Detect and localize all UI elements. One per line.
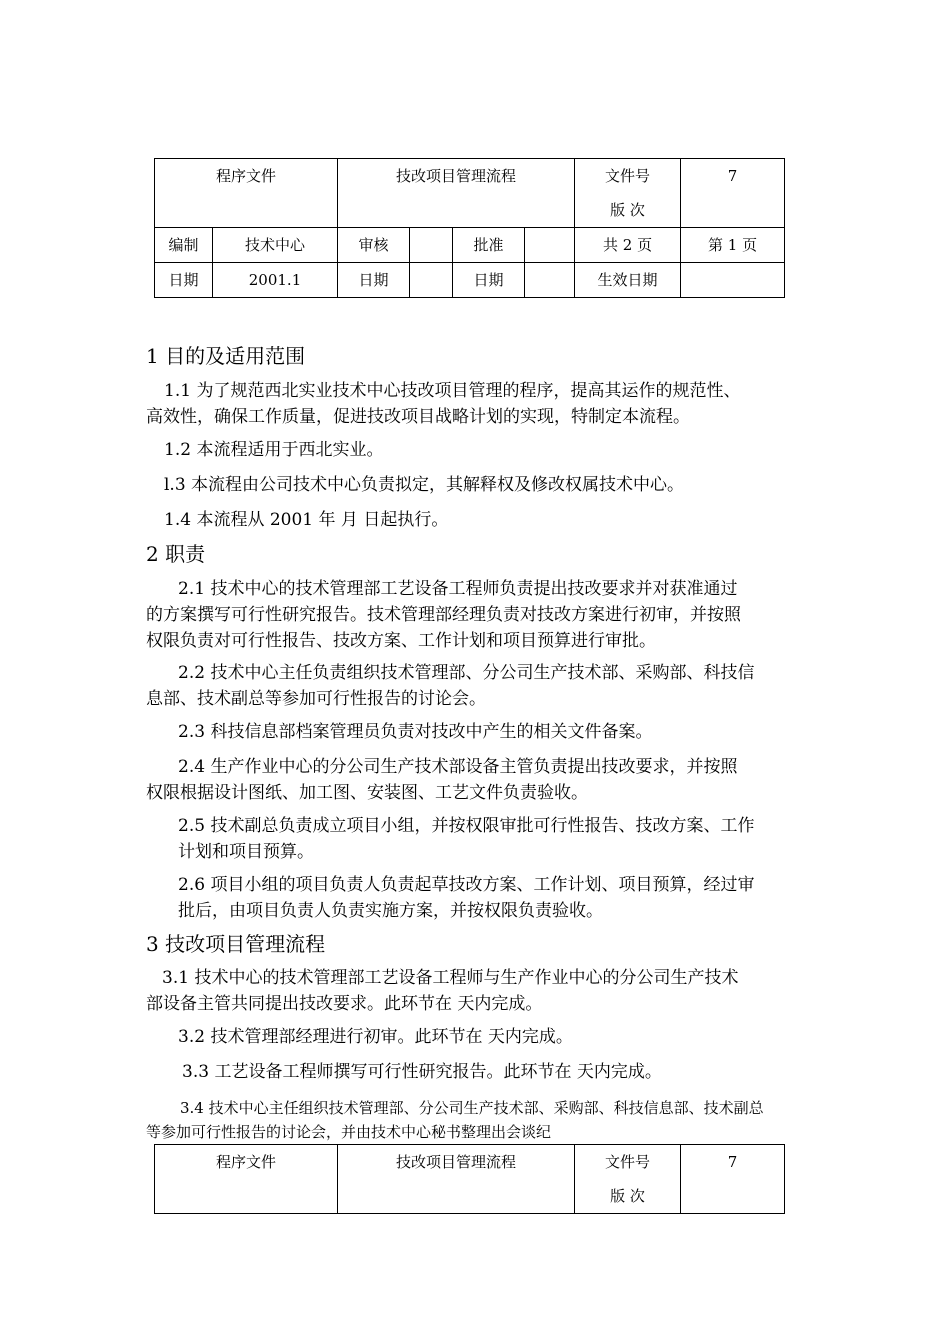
doc-no-value: 7 bbox=[727, 1153, 738, 1171]
document-header-table-page-2 bbox=[154, 1144, 785, 1214]
paragraph-line: 部设备主管共同提出技改要求。此环节在 天内完成。 bbox=[146, 994, 543, 1014]
paragraph-line: 2.5 技术副总负责成立项目小组，并按权限审批可行性报告、技改方案、工作 bbox=[178, 816, 755, 836]
paragraph-line: 权限负责对可行性报告、技改方案、工作计划和项目预算进行审批。 bbox=[146, 631, 656, 651]
paragraph-2-3: 2.3 科技信息部档案管理员负责对技改中产生的相关文件备案。 bbox=[178, 722, 653, 742]
doc-title: 技改项目管理流程 bbox=[395, 1153, 516, 1171]
paragraph-line: 2.6 项目小组的项目负责人负责起草技改方案、工作计划、项目预算，经过审 bbox=[178, 875, 755, 895]
date-label-2: 日期 bbox=[338, 263, 410, 298]
date-value-3 bbox=[525, 263, 575, 298]
paragraph-1-1 bbox=[146, 378, 740, 430]
total-pages: 共 2 页 bbox=[575, 228, 681, 263]
doc-type-cell bbox=[155, 159, 338, 228]
paragraph-line: 2.1 技术中心的技术管理部工艺设备工程师负责提出技改要求并对获准通过 bbox=[178, 579, 738, 599]
paragraph-line: 1.1 为了规范西北实业技术中心技改项目管理的程序，提高其运作的规范性、 bbox=[164, 381, 741, 401]
review-value bbox=[410, 228, 453, 263]
doc-type-cell bbox=[155, 1145, 338, 1214]
effective-date-value bbox=[681, 263, 785, 298]
version-label: 版 次 bbox=[610, 201, 645, 219]
paragraph-1-4: 1.4 本流程从 2001 年 月 日起执行。 bbox=[164, 510, 449, 530]
effective-date-label: 生效日期 bbox=[575, 263, 681, 298]
paragraph-line: 权限根据设计图纸、加工图、安装图、工艺文件负责验收。 bbox=[146, 783, 588, 803]
paragraph-3-2: 3.2 技术管理部经理进行初审。此环节在 天内完成。 bbox=[178, 1027, 573, 1047]
paragraph-2-4 bbox=[146, 754, 737, 806]
paragraph-3-3: 3.3 工艺设备工程师撰写可行性研究报告。此环节在 天内完成。 bbox=[182, 1062, 662, 1082]
doc-title-cell bbox=[338, 1145, 575, 1214]
approve-value bbox=[525, 228, 575, 263]
doc-no-value-cell bbox=[681, 159, 785, 228]
doc-no-value: 7 bbox=[727, 167, 738, 185]
doc-no-label-cell bbox=[575, 1145, 681, 1214]
paragraph-2-6 bbox=[178, 872, 754, 924]
date-label-3: 日期 bbox=[453, 263, 525, 298]
doc-title: 技改项目管理流程 bbox=[396, 167, 517, 185]
paragraph-line: 高效性，确保工作质量，促进技改项目战略计划的实现，特制定本流程。 bbox=[146, 407, 690, 427]
page-number: 第 1 页 bbox=[681, 228, 785, 263]
paragraph-2-2 bbox=[146, 660, 754, 712]
doc-type: 程序文件 bbox=[216, 167, 277, 185]
paragraph-line: 的方案撰写可行性研究报告。技术管理部经理负责对技改方案进行初审，并按照 bbox=[146, 605, 741, 625]
paragraph-line: 3.4 技术中心主任组织技术管理部、分公司生产技术部、采购部、科技信息部、技术副总 bbox=[180, 1099, 764, 1117]
paragraph-2-5 bbox=[178, 813, 754, 865]
paragraph-1-3: l.3 本流程由公司技术中心负责拟定，其解释权及修改权属技术中心。 bbox=[164, 475, 685, 495]
paragraph-line: 3.1 技术中心的技术管理部工艺设备工程师与生产作业中心的分公司生产技术 bbox=[162, 968, 739, 988]
review-label: 审核 bbox=[338, 228, 410, 263]
paragraph-line: 2.2 技术中心主任负责组织技术管理部、分公司生产技术部、采购部、科技信 bbox=[178, 663, 755, 683]
paragraph-line: 2.4 生产作业中心的分公司生产技术部设备主管负责提出技改要求，并按照 bbox=[178, 757, 738, 777]
paragraph-2-1 bbox=[146, 576, 741, 654]
doc-no-label: 文件号 bbox=[604, 1153, 650, 1171]
doc-title-cell bbox=[338, 159, 575, 228]
paragraph-line: 等参加可行性报告的讨论会，并由技术中心秘书整理出会谈纪 bbox=[146, 1123, 552, 1141]
section-1-heading: 1 目的及适用范围 bbox=[146, 344, 306, 368]
date-value-2 bbox=[410, 263, 453, 298]
compile-label: 编制 bbox=[155, 228, 213, 263]
version-label: 版 次 bbox=[610, 1187, 645, 1205]
paragraph-3-1 bbox=[146, 965, 738, 1017]
paragraph-line: 批后，由项目负责人负责实施方案，并按权限负责验收。 bbox=[178, 901, 603, 921]
paragraph-line: 计划和项目预算。 bbox=[178, 842, 314, 862]
date-value-1: 2001.1 bbox=[213, 263, 338, 298]
paragraph-1-2: 1.2 本流程适用于西北实业。 bbox=[164, 440, 384, 460]
paragraph-line: 息部、技术副总等参加可行性报告的讨论会。 bbox=[146, 689, 486, 709]
doc-no-value-cell bbox=[681, 1145, 785, 1214]
section-3-heading: 3 技改项目管理流程 bbox=[146, 932, 326, 956]
doc-type: 程序文件 bbox=[215, 1153, 276, 1171]
section-2-heading: 2 职责 bbox=[146, 542, 206, 566]
paragraph-3-4 bbox=[146, 1096, 764, 1144]
document-header-table bbox=[154, 158, 785, 298]
date-label-1: 日期 bbox=[155, 263, 213, 298]
doc-no-label: 文件号 bbox=[605, 167, 651, 185]
approve-label: 批准 bbox=[453, 228, 525, 263]
doc-no-label-cell bbox=[575, 159, 681, 228]
compile-value: 技术中心 bbox=[213, 228, 338, 263]
